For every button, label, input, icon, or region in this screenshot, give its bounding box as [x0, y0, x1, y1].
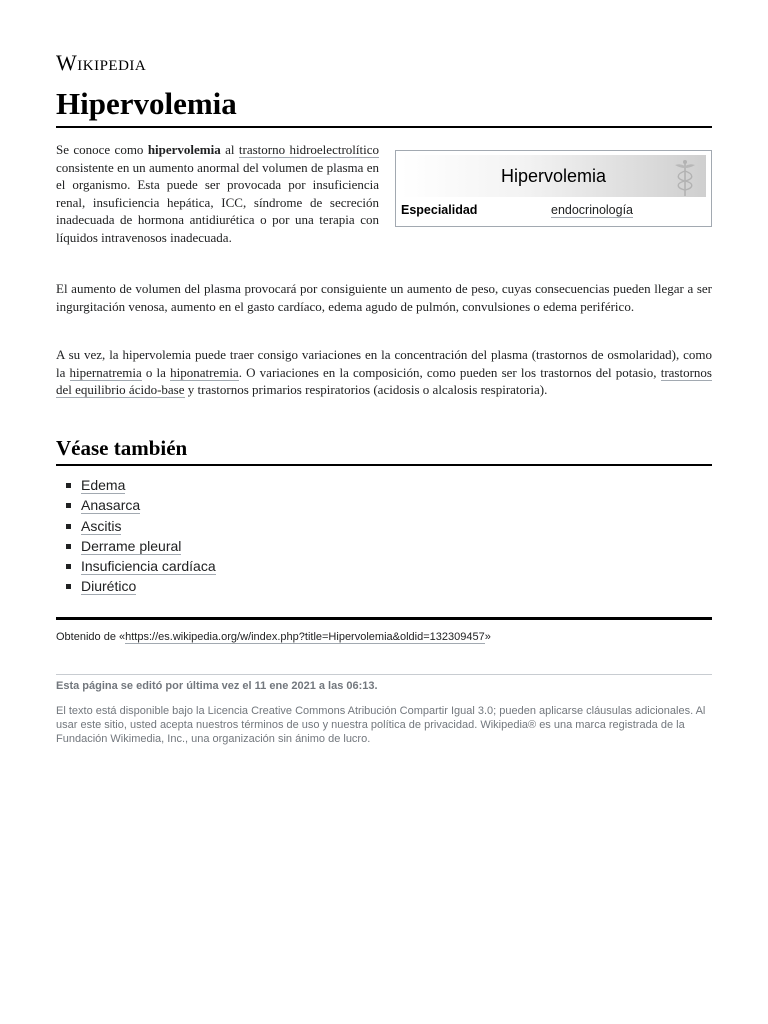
list-item	[56, 516, 216, 536]
last-modified: Esta página se editó por última vez el 11 ene 2021 a las 06:13.	[56, 680, 378, 692]
bullet-icon	[66, 503, 71, 508]
infobox	[395, 150, 712, 227]
see-also-heading: Véase también	[56, 436, 188, 460]
footer-divider	[56, 674, 712, 675]
link-trastorno-hidroelectrolitico[interactable]: trastorno hidroelectrolítico	[238, 142, 379, 157]
link-derrame-pleural[interactable]: Derrame pleural	[81, 537, 182, 554]
link-trastornos-equilibrio-acido-base[interactable]: trastornos del equilibrio ácido-base	[56, 364, 712, 398]
infobox-specialty-link[interactable]: endocrinología	[551, 203, 634, 217]
list-item	[56, 576, 216, 596]
bullet-icon	[66, 564, 71, 569]
infobox-title-bar	[401, 155, 706, 197]
bullet-icon	[66, 524, 71, 529]
p3-text-2: o la	[141, 364, 171, 380]
infobox-specialty-label: Especialidad	[401, 203, 478, 217]
lead-text-3: consistente en un aumento anormal del volumen de plasma en el organismo. Esta puede ser provocada por insuficiencia renal, insuficiencia hepática, ICC, síndrome de secreción inadecuada de hormona antidiurética o por una terapia con líquidos intravenosos inadecuada.	[56, 159, 379, 245]
bullet-icon	[66, 483, 71, 488]
retrieved-url-link[interactable]: https://es.wikipedia.org/w/index.php?title=Hipervolemia&oldid=132309457	[125, 631, 485, 643]
bullet-icon	[66, 544, 71, 549]
body-paragraph-2: El aumento de volumen del plasma provocará por consiguiente un aumento de peso, cuyas consecuencias pueden llegar a ser ingurgitación venosa, aumento en el gasto cardíaco, edema agudo de pulmón, convulsiones o edema periférico.	[56, 281, 712, 314]
license-text: El texto está disponible bajo la Licencia Creative Commons Atribución Compartir Igual 3.0; pueden aplicarse cláusulas adicionales. Al usar este sitio, usted acepta nuestros términos de uso y nuestra política de privacidad. Wikipedia® es una marca registrada de la Fundación Wikimedia, Inc., una organización sin ánimo de lucro.	[56, 705, 706, 745]
title-divider	[56, 126, 712, 128]
list-item	[56, 536, 216, 556]
lead-text-1: Se conoce como	[56, 142, 148, 157]
caduceus-icon	[672, 159, 698, 197]
link-anasarca[interactable]: Anasarca	[81, 497, 141, 514]
see-also-list	[56, 475, 216, 597]
link-edema[interactable]: Edema	[81, 477, 126, 493]
list-item	[56, 556, 216, 576]
retrieved-from	[56, 631, 491, 643]
body-paragraph-3	[56, 346, 712, 399]
p3-text-3: . O variaciones en la composición, como pueden ser los trastornos del potasio,	[238, 364, 661, 380]
infobox-title: Hipervolemia	[500, 166, 607, 186]
list-item	[56, 495, 216, 515]
retrieved-suffix: »	[484, 631, 491, 643]
wikipedia-wordmark[interactable]: Wikipedia	[56, 50, 147, 75]
p3-text-4: y trastornos primarios respiratorios (acidosis o alcalosis respiratoria).	[184, 382, 548, 398]
link-diuretico[interactable]: Diurético	[81, 578, 137, 595]
lead-bold-term: hipervolemia	[147, 142, 221, 157]
p3-text-1: A su vez, la hipervolemia puede traer consigo variaciones en la concentración del plasma (trastornos de osmolaridad), como la	[56, 347, 712, 380]
link-ascitis[interactable]: Ascitis	[81, 517, 122, 534]
content-end-divider	[56, 617, 712, 620]
bullet-icon	[66, 584, 71, 589]
retrieved-prefix: Obtenido de «	[56, 631, 126, 643]
lead-text-2: al	[220, 142, 239, 157]
link-hiponatremia[interactable]: hiponatremia	[170, 364, 239, 380]
list-item	[56, 475, 216, 495]
page-title: Hipervolemia	[56, 86, 237, 121]
lead-paragraph	[56, 141, 379, 247]
see-also-divider	[56, 464, 712, 466]
link-insuficiencia-cardiaca[interactable]: Insuficiencia cardíaca	[81, 558, 216, 575]
link-hipernatremia[interactable]: hipernatremia	[69, 364, 142, 380]
